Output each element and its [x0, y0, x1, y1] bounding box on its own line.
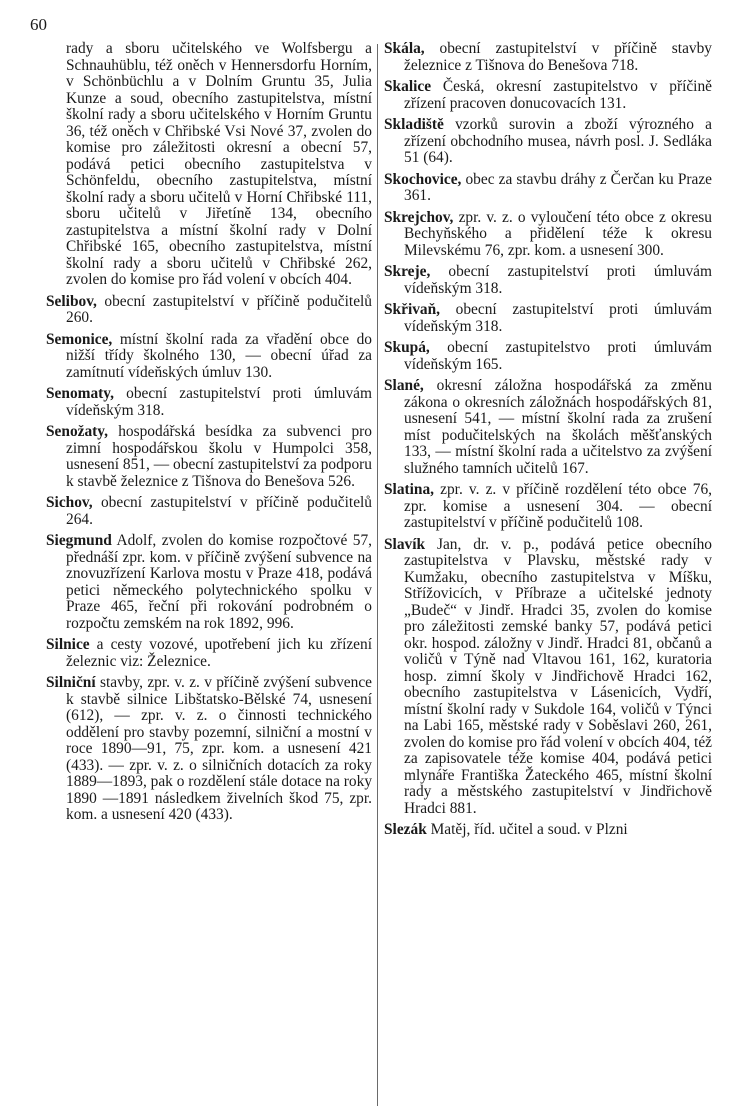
- index-entry: Slavík Jan, dr. v. p., podává petice obecního zastupitelstva v Plavsku, městské rady v Kumžaku, obecního zastupitelstva v Míšku, Střížovicích, v Příbraze a učitelské jednoty „Budeč“ v Jindř. Hradci 35, zvolen do komise pro záležitosti zemské banky 57, podává petici okr. hospod. záložny v Jindř. Hradci 81, občanů a voličů v Týně nad Vltavou 161, 162, kuratoria hosp. zimní školy v Jindřichově Hradci 162, obecního zastupitelstva v Lásenicích, Vydří, místní školní rady v Sukdole 164, voličů v Týnci na Labi 165, městské rady v Soběslavi 260, 261, zvolen do komise pro řád volení v obcích 404, též za zapisovatele téže komise 404, podává petici mlynáře Františka Žateckého 465, místní školní rady a městského zastupitelství v Jindřichově Hradci 881.: [384, 535, 712, 817]
- entry-heading: Semonice,: [46, 330, 113, 348]
- entry-heading: Selibov,: [46, 292, 97, 310]
- index-entry: Siegmund Adolf, zvolen do komise rozpočtové 57, přednáší zpr. kom. v příčině zvýšení subvence na znovuzřízení Karlova mostu v Praze 418, podává petici německého polytechnického spolku v Praze 465, řeční při rokování podrobném o rozpočtu zemském na rok 1892, 996.: [46, 532, 372, 632]
- index-entry: Semonice, místní školní rada za vřadění obce do nižší třídy školného 130, — obecní úřad za zamítnutí vídeňských úmluv 130.: [46, 330, 372, 381]
- index-entry: rady a sboru učitelského ve Wolfsbergu a Schnauhüblu, též oněch v Hennersdorfu Horním, v Schönbüchlu a v Dolním Gruntu 35, Julia Kunze a soud, obecního zastupitelstva, místní školní rady a sboru učitelského v Horním Gruntu 36, též oněch v Chřibské Vsi Nové 37, zvolen do komise pro záležitosti okresní a obecní 57, podává petici obecního zastupitelstva v Schönfeldu, obecního zastupitelstva, místní školní rady a sboru učitelů v Horní Chřibské 111, sboru učitelů v Jiřetíně 134, obecního zastupitelstva a místní školní rady v Dolní Chřibské 165, obecního zastupitelstva, místní školní rady a sboru učitelů v Chřibské 262, zvolen do komise pro řád volení v obcích 404.: [66, 40, 372, 288]
- entry-heading: Slané,: [384, 377, 424, 394]
- page-number: 60: [30, 15, 47, 34]
- index-entry: Skreje, obecní zastupitelství proti úmluvám vídeňským 318.: [384, 263, 712, 297]
- column-divider: [377, 44, 378, 1106]
- index-entry: Sichov, obecní zastupitelství v příčině podučitelů 264.: [46, 494, 372, 528]
- index-entry: Selibov, obecní zastupitelství v příčině podučitelů 260.: [46, 292, 372, 326]
- entry-heading: Skladiště: [384, 116, 444, 133]
- index-entry: Skrejchov, zpr. v. z. o vyloučení této obce z okresu Bechyňského a přidělení téže k okresu Milevskému 76, zpr. kom. a usnesení 300.: [384, 208, 712, 259]
- entry-heading: Silniční: [46, 674, 96, 691]
- index-entry: Slatina, zpr. v. z. v příčině rozdělení této obce 76, zpr. komise a usnesení 304. — obecní zastupitelství v příčině podučitelů 108.: [384, 481, 712, 531]
- entry-heading: Siegmund: [46, 532, 112, 549]
- index-entry: Senožaty, hospodářská besídka za subvenci pro zimní hospodářskou školu v Humpolci 358, usnesení 851, — obecní zastupitelství za podporu k stavbě železnice z Tišnova do Benešova 526.: [46, 423, 372, 490]
- entry-heading: Skochovice,: [384, 170, 462, 188]
- entry-heading: Silnice: [46, 636, 90, 653]
- entry-heading: Skála,: [384, 40, 425, 57]
- index-entry: Skalice Česká, okresní zastupitelstvo v příčině zřízení pracoven donucovacích 131.: [384, 78, 712, 112]
- entry-heading: Skalice: [384, 78, 432, 95]
- left-column: [16, 41, 372, 829]
- entry-heading: Senomaty,: [46, 385, 114, 402]
- index-entry: Skupá, obecní zastupitelstvo proti úmluvám vídeňským 165.: [384, 339, 712, 373]
- entry-heading: Slezák: [384, 821, 427, 838]
- right-column: [384, 41, 712, 844]
- index-entry: Slezák Matěj, říd. učitel a soud. v Plzni: [384, 821, 628, 838]
- index-entry: Silniční stavby, zpr. v. z. v příčině zvýšení subvence k stavbě silnice Libštatsko-Bělské 74, usnesení (612), — zpr. v. z. o činnosti technického oddělení pro stavby pozemní, silniční a mostní v roce 1890—91, 75, zpr. kom. a usnesení 421 (433). — zpr. v. z. o silničních dotacích za roky 1889—1893, pak o rozdělení stále dotace na roky 1890 —1891 následkem živelních škod 75, zpr. kom. a usnesení 420 (433).: [46, 674, 373, 823]
- entry-heading: Skrejchov,: [384, 208, 454, 226]
- entry-heading: Skreje,: [384, 263, 431, 280]
- index-entry: Senomaty, obecní zastupitelství proti úmluvám vídeňským 318.: [46, 385, 372, 419]
- index-entry: Skřivaň, obecní zastupitelství proti úmluvám vídeňským 318.: [384, 301, 712, 335]
- index-entry: Skála, obecní zastupitelství v příčině stavby železnice z Tišnova do Benešova 718.: [384, 40, 712, 74]
- entry-heading: Sichov,: [46, 494, 93, 511]
- entry-heading: Senožaty,: [46, 423, 108, 440]
- entry-heading: Slatina,: [384, 481, 435, 498]
- index-entry: Slané, okresní záložna hospodářská za změnu zákona o okresních záložnách hospodářských 81, usnesení 541, — místní školní rada za zrušení míst podučitelských na školách měšťanských 133, — místní školní rada a učitelstvo za zvýšení služného tamních učitelů 167.: [384, 377, 712, 477]
- entry-heading: Skřivaň,: [384, 301, 441, 318]
- entry-heading: Slavík: [384, 535, 426, 553]
- index-entry: Skladiště vzorků surovin a zboží výrozného a zřízení obchodního musea, návrh posl. J. Sedláka 51 (64).: [384, 116, 712, 166]
- index-entry: Skochovice, obec za stavbu dráhy z Čerčan ku Praze 361.: [384, 170, 712, 204]
- entry-heading: Skupá,: [384, 339, 430, 356]
- index-entry: Silnice a cesty vozové, upotřebení jich ku zřízení železnic viz: Železnice.: [46, 636, 372, 670]
